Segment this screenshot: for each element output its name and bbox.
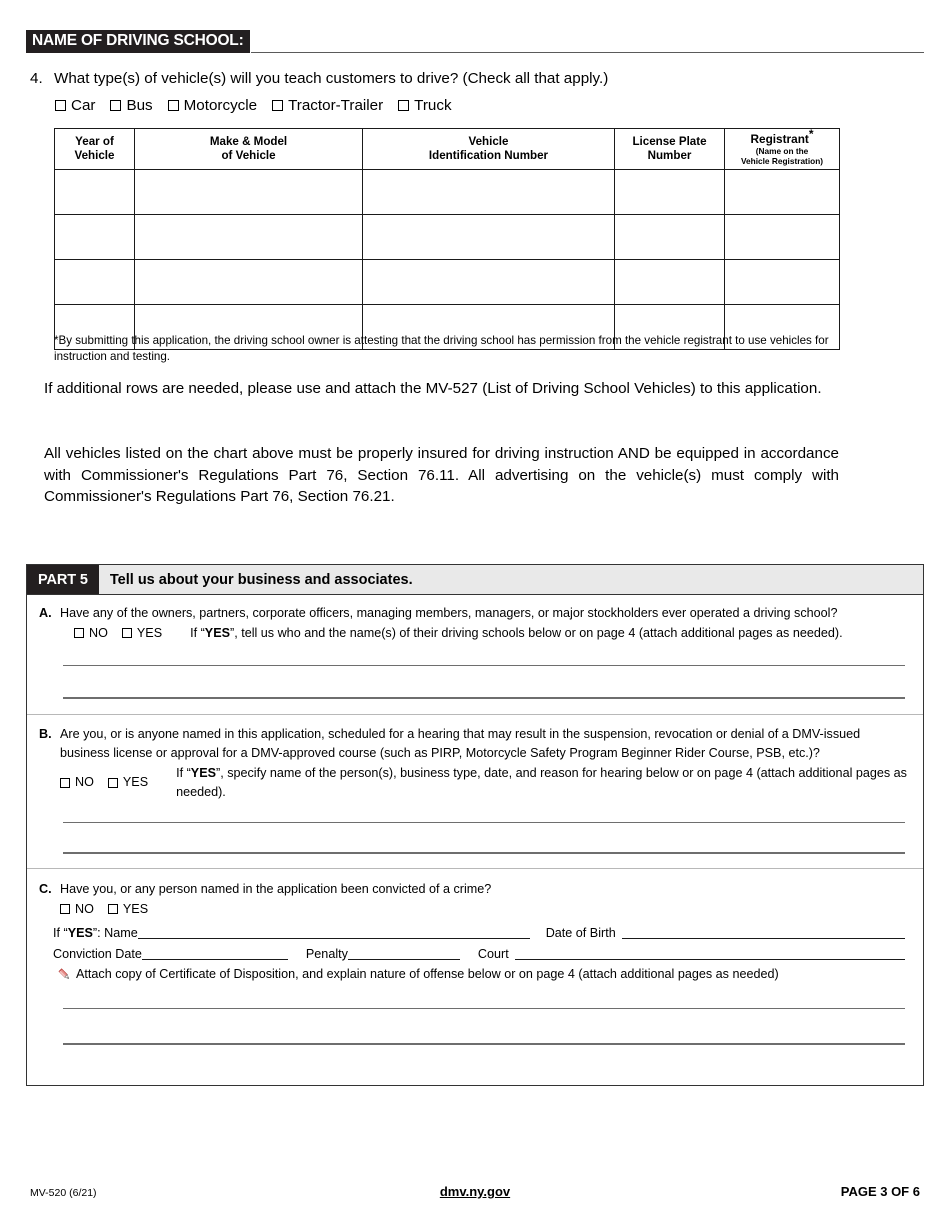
cell-make-model[interactable] [135, 170, 363, 215]
page-number: PAGE 3 OF 6 [840, 1184, 920, 1199]
column-header-year [55, 129, 135, 170]
checkbox-option-car[interactable] [55, 97, 95, 114]
cell-license-plate[interactable] [615, 260, 725, 305]
cell-vin[interactable] [363, 170, 615, 215]
name-emphasis: YES [67, 925, 93, 940]
section-a-no-option[interactable] [74, 624, 108, 643]
vehicle-table [54, 128, 840, 350]
school-name-input-line[interactable] [251, 33, 924, 53]
checkbox-option-tractor-trailer[interactable] [272, 97, 383, 114]
section-a-no-label: NO [89, 625, 108, 640]
checkbox-icon[interactable] [398, 100, 409, 111]
checkbox-icon[interactable] [110, 100, 121, 111]
name-suffix: ”: Name [92, 925, 138, 940]
column-header-registrant [725, 129, 840, 170]
pencil-icon [57, 967, 72, 982]
section-b-write-line-1[interactable] [63, 822, 905, 824]
part-5-header [27, 565, 923, 595]
section-c-yes-option[interactable] [108, 900, 148, 919]
cell-make-model[interactable] [135, 215, 363, 260]
section-b-question-line-2: business license or approval for a DMV-approved course (such as PIRP, Motorcycle Safety Program Beginner Rider Course, PSB, etc.)? [60, 745, 820, 760]
instruction-prefix: If “ [176, 765, 191, 780]
cell-make-model[interactable] [135, 260, 363, 305]
registrant-footnote: *By submitting this application, the driving school owner is attesting that the driving school has permission from the vehicle registrant to use vehicles for instruction and testing. [54, 334, 829, 363]
section-c-dob-label: Date of Birth [545, 925, 616, 940]
registrant-asterisk: * [808, 127, 814, 142]
section-b-answer-row [60, 764, 907, 802]
section-c-penalty-label: Penalty [305, 946, 348, 961]
header-line-2: of Vehicle [221, 149, 276, 163]
part-5-label: PART 5 [27, 565, 99, 594]
section-b-yes-option[interactable] [108, 773, 148, 792]
section-c-write-line-1[interactable] [63, 1008, 905, 1010]
checkbox-option-bus[interactable] [110, 97, 152, 114]
section-c-conviction-row [27, 947, 923, 961]
cell-registrant[interactable] [725, 260, 840, 305]
section-b [27, 714, 923, 868]
checkbox-option-motorcycle[interactable] [168, 97, 257, 114]
name-prefix: If “ [53, 925, 68, 940]
question-4-number: 4. [30, 70, 43, 87]
header-line-2: Number [647, 149, 692, 163]
registrant-sub-label [727, 147, 837, 166]
instruction-emphasis: YES [190, 765, 216, 780]
section-b-no-option[interactable] [60, 773, 94, 792]
table-body [55, 170, 840, 350]
instruction-suffix: ”, tell us who and the name(s) of their driving schools below or on page 4 (attach additional pages as needed). [230, 625, 843, 640]
checkbox-label-motorcycle: Motorcycle [183, 97, 258, 114]
column-header-make-model [135, 129, 363, 170]
section-a-letter: A. [39, 606, 52, 620]
header-line-1: Make & Model [209, 134, 288, 148]
cell-license-plate[interactable] [615, 170, 725, 215]
section-a-question: Have any of the owners, partners, corporate officers, managing members, managers, or major stockholders ever operated a driving school? [60, 606, 838, 620]
section-b-instruction [176, 764, 907, 802]
page-footer [30, 1184, 920, 1199]
table-row [55, 260, 840, 305]
header-line-1: Vehicle [468, 134, 509, 148]
vehicle-type-checkbox-group [55, 97, 452, 114]
section-c-yes-label: YES [122, 901, 149, 916]
checkbox-icon[interactable] [55, 100, 66, 111]
section-c-no-option[interactable] [60, 900, 94, 919]
cell-year[interactable] [55, 260, 135, 305]
section-b-letter: B. [39, 726, 52, 741]
cell-license-plate[interactable] [615, 215, 725, 260]
cell-year[interactable] [55, 215, 135, 260]
section-b-yes-label: YES [122, 775, 149, 790]
section-a [27, 595, 923, 714]
section-c-name-input[interactable] [138, 926, 530, 939]
section-c-court-label: Court [477, 946, 509, 961]
registrant-sub-line-1: (Name on the [755, 146, 809, 157]
checkbox-icon[interactable] [60, 778, 70, 788]
section-c-conviction-date-input[interactable] [142, 947, 288, 960]
instruction-emphasis: YES [204, 625, 230, 640]
checkbox-label-tractor-trailer: Tractor-Trailer [288, 97, 384, 114]
section-c-attach-note: Attach copy of Certificate of Disposition, and explain nature of offense below or on page 4 (attach additional pages as needed) [76, 967, 779, 981]
section-c-question: Have you, or any person named in the application been convicted of a crime? [60, 881, 492, 896]
section-c [27, 868, 923, 1045]
question-4 [30, 70, 608, 87]
question-4-text: What type(s) of vehicle(s) will you teach customers to drive? (Check all that apply.) [54, 70, 609, 87]
section-c-no-label: NO [75, 901, 94, 916]
section-a-instruction [190, 624, 842, 643]
table-row [55, 170, 840, 215]
website-link-wrapper [324, 1184, 627, 1199]
cell-vin[interactable] [363, 260, 615, 305]
checkbox-label-bus: Bus [126, 97, 153, 114]
table-header-row [55, 129, 840, 170]
checkbox-icon[interactable] [122, 628, 132, 638]
header-line-2: Identification Number [428, 149, 549, 163]
part-5-title: Tell us about your business and associates. [109, 571, 413, 588]
section-c-letter: C. [39, 881, 52, 896]
section-c-penalty-input[interactable] [348, 947, 460, 960]
registrant-main-label: Registrant [750, 132, 809, 146]
checkbox-label-car: Car [71, 97, 96, 114]
section-c-answer-row [60, 900, 907, 919]
cell-year[interactable] [55, 170, 135, 215]
checkbox-option-truck[interactable] [398, 97, 451, 114]
registrant-sub-line-2: Vehicle Registration) [740, 155, 824, 166]
section-a-yes-option[interactable] [122, 624, 162, 643]
section-c-write-line-2[interactable] [63, 1043, 905, 1045]
section-c-name-label [53, 926, 138, 940]
section-c-court-input[interactable] [515, 947, 905, 960]
section-c-attach-note-row [27, 967, 923, 982]
instruction-prefix: If “ [190, 625, 205, 640]
section-a-yes-label: YES [136, 625, 163, 640]
additional-rows-paragraph: If additional rows are needed, please use and attach the MV-527 (List of Driving School Vehicles) to this application. [44, 380, 822, 397]
checkbox-icon[interactable] [272, 100, 283, 111]
header-line-1: License Plate [632, 134, 707, 148]
checkbox-label-truck: Truck [414, 97, 452, 114]
checkbox-icon[interactable] [60, 904, 70, 914]
section-b-no-label: NO [75, 775, 94, 790]
checkbox-icon[interactable] [74, 628, 84, 638]
part-5-section [26, 564, 924, 1086]
checkbox-icon[interactable] [108, 778, 118, 788]
form-id: MV-520 (6/21) [30, 1187, 97, 1199]
section-c-conviction-date-label: Conviction Date [53, 946, 142, 961]
section-a-answer-row [60, 624, 907, 643]
school-name-label: NAME OF DRIVING SCHOOL: [26, 30, 250, 53]
checkbox-icon[interactable] [108, 904, 118, 914]
table-row [55, 215, 840, 260]
cell-registrant[interactable] [725, 170, 840, 215]
column-header-license-plate [615, 129, 725, 170]
section-c-dob-input[interactable] [622, 926, 905, 939]
cell-registrant[interactable] [725, 215, 840, 260]
website-link[interactable]: dmv.ny.gov [439, 1184, 511, 1199]
header-line-2: Vehicle [74, 149, 115, 163]
header-line-1: Year of [75, 134, 114, 148]
insurance-regulations-paragraph: All vehicles listed on the chart above must be properly insured for driving instruction AND be equipped in accordance with Commissioner's Regulations Part 76, Section 76.11. All advertising on the vehicle(s) must comply with Commissioner's Regulations Part 76, Section 76.21. [44, 445, 839, 506]
section-b-question-line-1: Are you, or is anyone named in this application, scheduled for a hearing that may result in the suspension, revocation or denial of a DMV-issued [60, 726, 861, 741]
section-c-name-row [27, 926, 923, 940]
checkbox-icon[interactable] [168, 100, 179, 111]
cell-vin[interactable] [363, 215, 615, 260]
instruction-suffix: ”, specify name of the person(s), business type, date, and reason for hearing below or on page 4 (attach additional pages as needed). [176, 765, 907, 799]
column-header-vin [363, 129, 615, 170]
section-a-write-line-1[interactable] [63, 665, 905, 667]
school-name-header [26, 27, 924, 53]
